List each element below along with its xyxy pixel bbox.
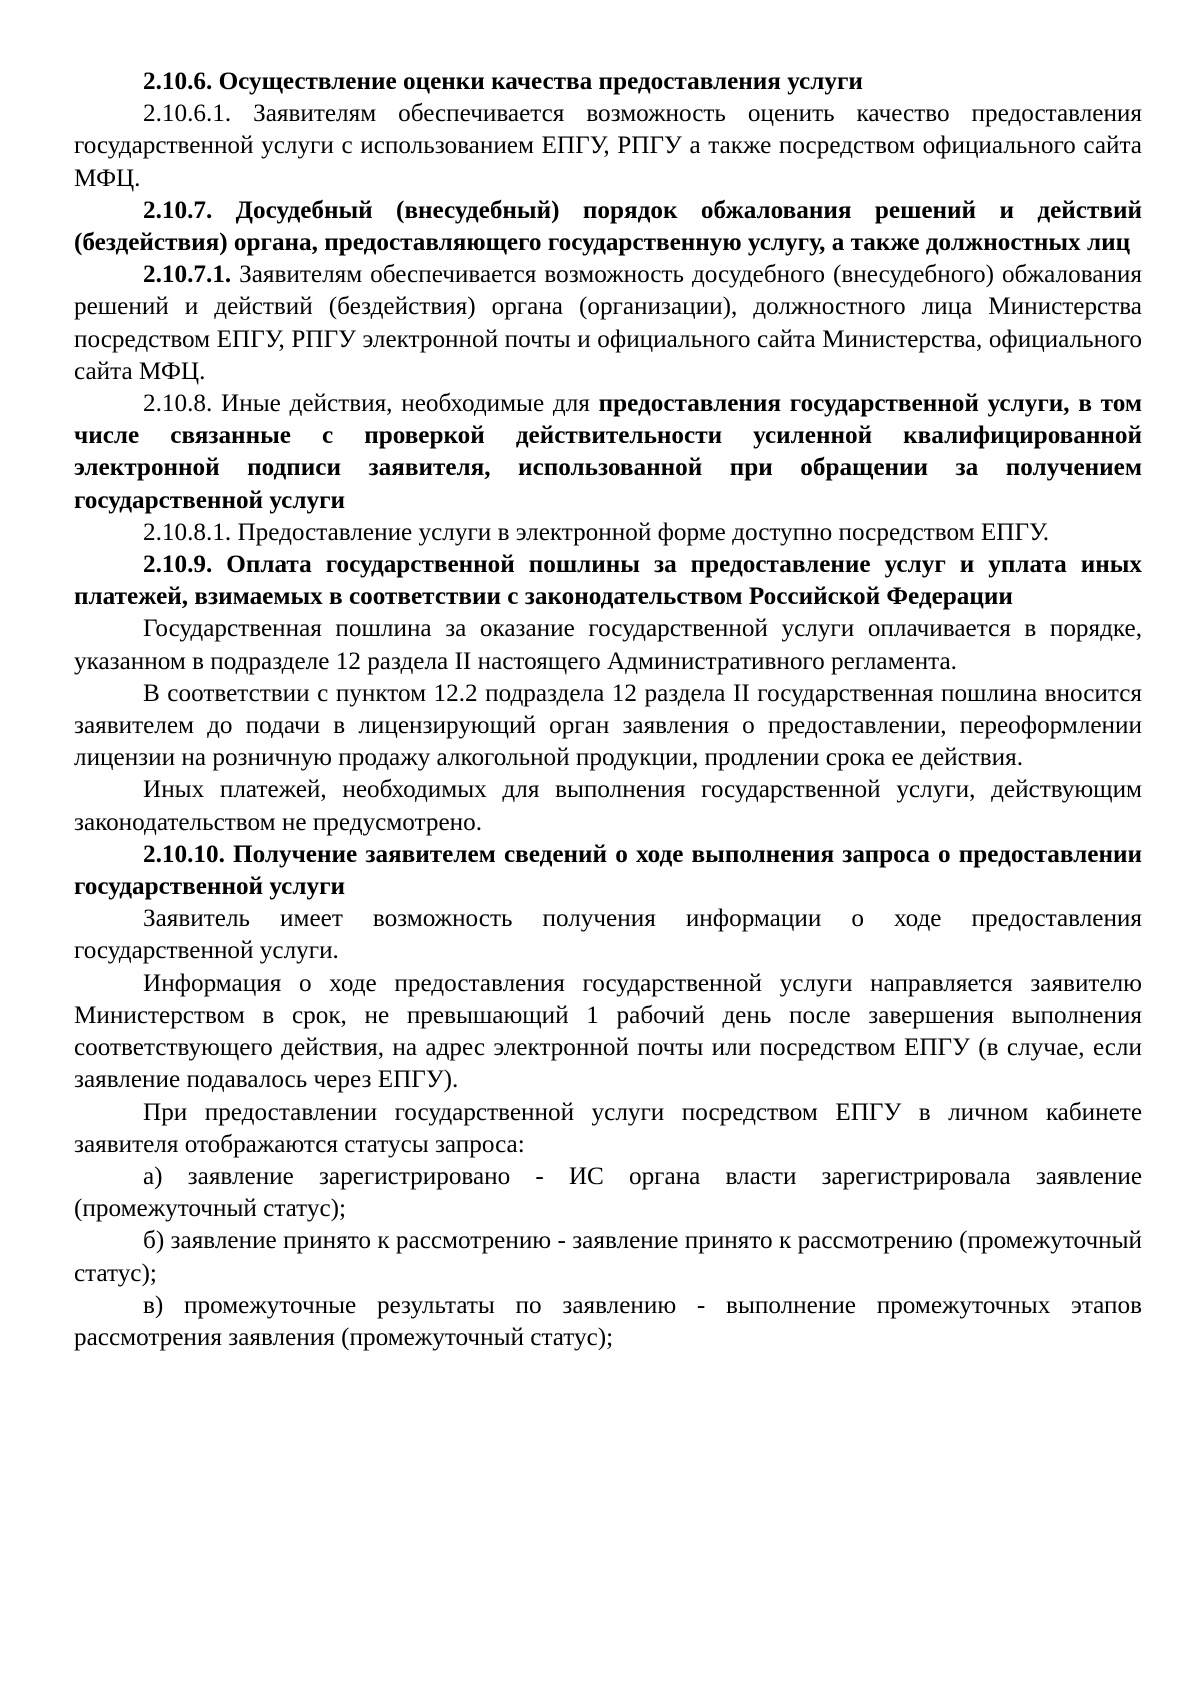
list-item: б) заявление принято к рассмотрению - заявление принято к рассмотрению (промежуточный статус); (74, 1227, 1142, 1287)
paragraph-statuses-intro: При предоставлении государственной услуги посредством ЕПГУ в личном кабинете заявителя отображаются статусы запроса: (74, 1098, 1142, 1158)
paragraph-2-10-6-1: 2.10.6.1. Заявителям обеспечивается возможность оценить качество предоставления государственной услуги с использованием ЕПГУ, РПГУ а также посредством официального сайта МФЦ. (74, 100, 1142, 192)
paragraph-progress-delivery: Информация о ходе предоставления государственной услуги направляется заявителю Министерством в срок, не превышающий 1 рабочий день после завершения выполнения соответствующего действия, на адрес электронной почты или посредством ЕПГУ (в случае, если заявление подавалось через ЕПГУ). (74, 969, 1142, 1094)
document-page (74, 66, 1142, 1354)
section-heading-2-10-8 (74, 388, 1142, 517)
heading-bold-part: предоставления государственной услуги, в том числе связанные с проверкой действительности усиленной квалифицированной электронной подписи заявителя, использованной при обращении за получением государственной услуги (74, 390, 1142, 514)
paragraph-progress-info: Заявитель имеет возможность получения информации о ходе предоставления государственной услуги. (74, 905, 1142, 965)
heading-plain-part: 2.10.8. Иные действия, необходимые для (143, 390, 599, 418)
paragraph-other-payments: Иных платежей, необходимых для выполнения государственной услуги, действующим законодательством не предусмотрено. (74, 776, 1142, 836)
paragraph-2-10-8-1: 2.10.8.1. Предоставление услуги в электронной форме доступно посредством ЕПГУ. (143, 518, 1050, 546)
list-item: а) заявление зарегистрировано - ИС органа власти зарегистрировала заявление (промежуточный статус); (74, 1162, 1142, 1223)
paragraph-2-10-7-1 (74, 259, 1142, 388)
list-item: в) промежуточные результаты по заявлению - выполнение промежуточных этапов рассмотрения заявления (промежуточный статус); (74, 1291, 1142, 1351)
paragraph-duty-payment: В соответствии с пунктом 12.2 подраздела 12 раздела II государственная пошлина вносится заявителем до подачи в лицензирующий орган заявления о предоставлении, переоформлении лицензии на розничную продажу алкогольной продукции, продлении срока ее действия. (74, 679, 1142, 772)
paragraph-number: 2.10.7.1. (143, 261, 232, 289)
section-heading-2-10-10: 2.10.10. Получение заявителем сведений о ходе выполнения запроса о предоставлении государственной услуги (74, 840, 1142, 901)
section-heading-2-10-7: 2.10.7. Досудебный (внесудебный) порядок обжалования решений и действий (бездействия) органа, предоставляющего государственную услугу, а также должностных лиц (74, 196, 1142, 257)
paragraph-state-duty: Государственная пошлина за оказание государственной услуги оплачивается в порядке, указанном в подразделе 12 раздела II настоящего Административного регламента. (74, 615, 1142, 675)
section-heading-2-10-6: 2.10.6. Осуществление оценки качества предоставления услуги (143, 68, 863, 95)
section-heading-2-10-9: 2.10.9. Оплата государственной пошлины за предоставление услуг и уплата иных платежей, взимаемых в соответствии с законодательством Российской Федерации (74, 551, 1142, 611)
paragraph-text: Заявителям обеспечивается возможность досудебного (внесудебного) обжалования решений и действий (бездействия) органа (организации), должностного лица Министерства посредством ЕПГУ, РПГУ электронной почты и официального сайта Министерства, официального сайта МФЦ. (74, 261, 1142, 385)
